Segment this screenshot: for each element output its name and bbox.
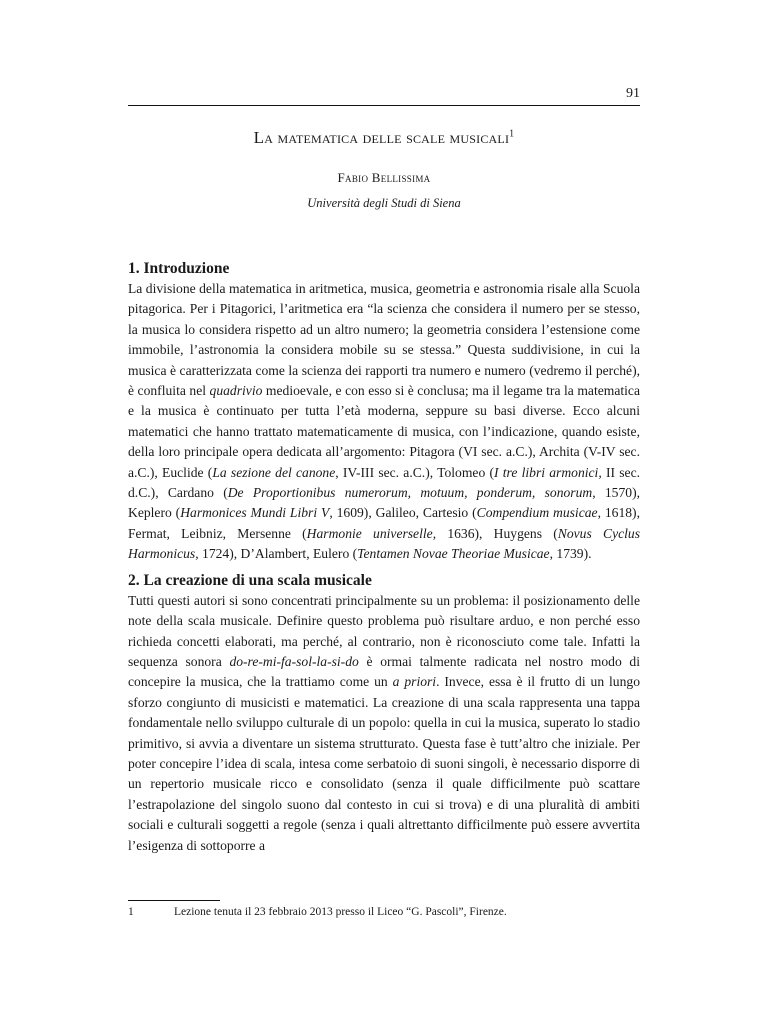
text-run: II sec. d.C.), Cardano ( xyxy=(128,464,641,501)
title-footnote-mark[interactable]: 1 xyxy=(509,128,515,140)
footnote-number: 1 xyxy=(128,906,134,918)
affiliation: Università degli Studi di Siena xyxy=(307,196,461,210)
section-heading-creazione-scala: 2. La creazione di una scala musicale xyxy=(128,571,372,589)
italic-run: Harmonices Mundi Libri V xyxy=(180,505,330,521)
text-run: . Invece, essa è il frutto di un lungo sforzo congiunto di musicisti e matematici. La creazione di una scala rappresenta una tappa fondamentale nello sviluppo culturale di un popolo: quella in cui la musica, superato lo stadio primitivo, si avvia a diventare un sistema strutturato. Questa fase è tutt’altro che iniziale. Per poter concepire l’idea di scala, intesa come serbatoio di suoni singoli, è necessario disporre di un repertorio musicale ricco e consolidato (senza il quale difficilmente può scattare l’estrapolazione del singolo suono dal contesto in cui si trova) e di una pluralità di ambiti sociali e culturali soggetti a regole (senza i quali altrettanto difficilmente può essere avvertita l’esigenza di sottoporre a xyxy=(128,674,640,853)
italic-run: Compendium musicae xyxy=(476,505,598,521)
italic-run: De Proportionibus numerorum, motuum, ponderum, sonorum xyxy=(227,485,593,501)
text-run: , 1724), D’Alambert, Eulero ( xyxy=(195,546,358,562)
footnote xyxy=(128,906,640,918)
italic-run: a priori xyxy=(392,674,437,690)
title-text: La matematica delle scale musicali xyxy=(253,128,510,147)
italic-run: Harmonie universelle xyxy=(306,525,433,541)
paper-title xyxy=(128,128,640,148)
text-run: , 1618), Fermat, Leibniz, Mersenne ( xyxy=(128,505,640,541)
text-run: è ormai talmente radicata nel nostro modo di concepire la musica, che la trattiamo come un xyxy=(128,653,640,690)
italic-run: quadrivio xyxy=(209,383,263,399)
footnote-text: Lezione tenuta il 23 febbraio 2013 presso il Liceo “G. Pascoli”, Firenze. xyxy=(174,906,507,918)
author-name: Fabio Bellissima xyxy=(337,170,431,185)
italic-run: Tentamen Novae Theoriae Musicae xyxy=(357,546,550,562)
text-run: , 1636), Huygens ( xyxy=(432,525,558,541)
section-paragraph xyxy=(128,279,640,565)
italic-run: I tre libri armonici, xyxy=(494,464,602,480)
text-run: medioevale, e con esso si è conclusa; ma il legame tra la matematica e la musica è continuato per tutta l’età moderna, seppure su basi diverse. Ecco alcuni matematici che hanno trattato matematicamente di musica, con l’indicazione, quando esiste, della loro principale opera dedicata all’argomento: Pitagora (VI sec. a.C.), Archita (V-IV sec. a.C.), Euclide ( xyxy=(128,383,640,480)
italic-run: do-re-mi-fa-sol-la-si-do xyxy=(229,653,359,669)
text-run: , 1739). xyxy=(549,546,592,562)
footnote-rule xyxy=(128,900,220,901)
italic-run: Novus Cyclus Harmonicus xyxy=(128,525,641,562)
text-run: La divisione della matematica in aritmetica, musica, geometria e astronomia risale alla Scuola pitagorica. Per i Pitagorici, l’aritmetica era “la scienza che considera il numero per se stesso, la musica lo considera rispetto ad un altro numero; la geometria considera l’estensione come immobile, l’astronomia la considera mobile su se stessa.” Questa suddivisione, in cui la musica è caratterizzata come la scienza dei rapporti tra numero e numero (vedremo il perché), è confluita nel xyxy=(128,281,640,399)
text-run: Tutti questi autori si sono concentrati principalmente su un problema: il posizionamento delle note della scala musicale. Definire questo problema può risultare arduo, e non perché esso richieda concetti elaborati, ma perché, al contrario, non è riconosciuto come tale. Infatti la sequenza sonora xyxy=(128,592,640,669)
text-run: , 1609), Galileo, Cartesio ( xyxy=(329,505,477,521)
text-run: , 1570), Keplero ( xyxy=(128,485,640,521)
page-body xyxy=(128,86,640,856)
text-run: , IV-III sec. a.C.), Tolomeo ( xyxy=(335,464,495,480)
section-heading-introduzione: 1. Introduzione xyxy=(128,260,230,277)
section-paragraph xyxy=(128,591,640,856)
page-number: 91 xyxy=(128,86,640,106)
italic-run: La sezione del canone xyxy=(212,464,336,480)
